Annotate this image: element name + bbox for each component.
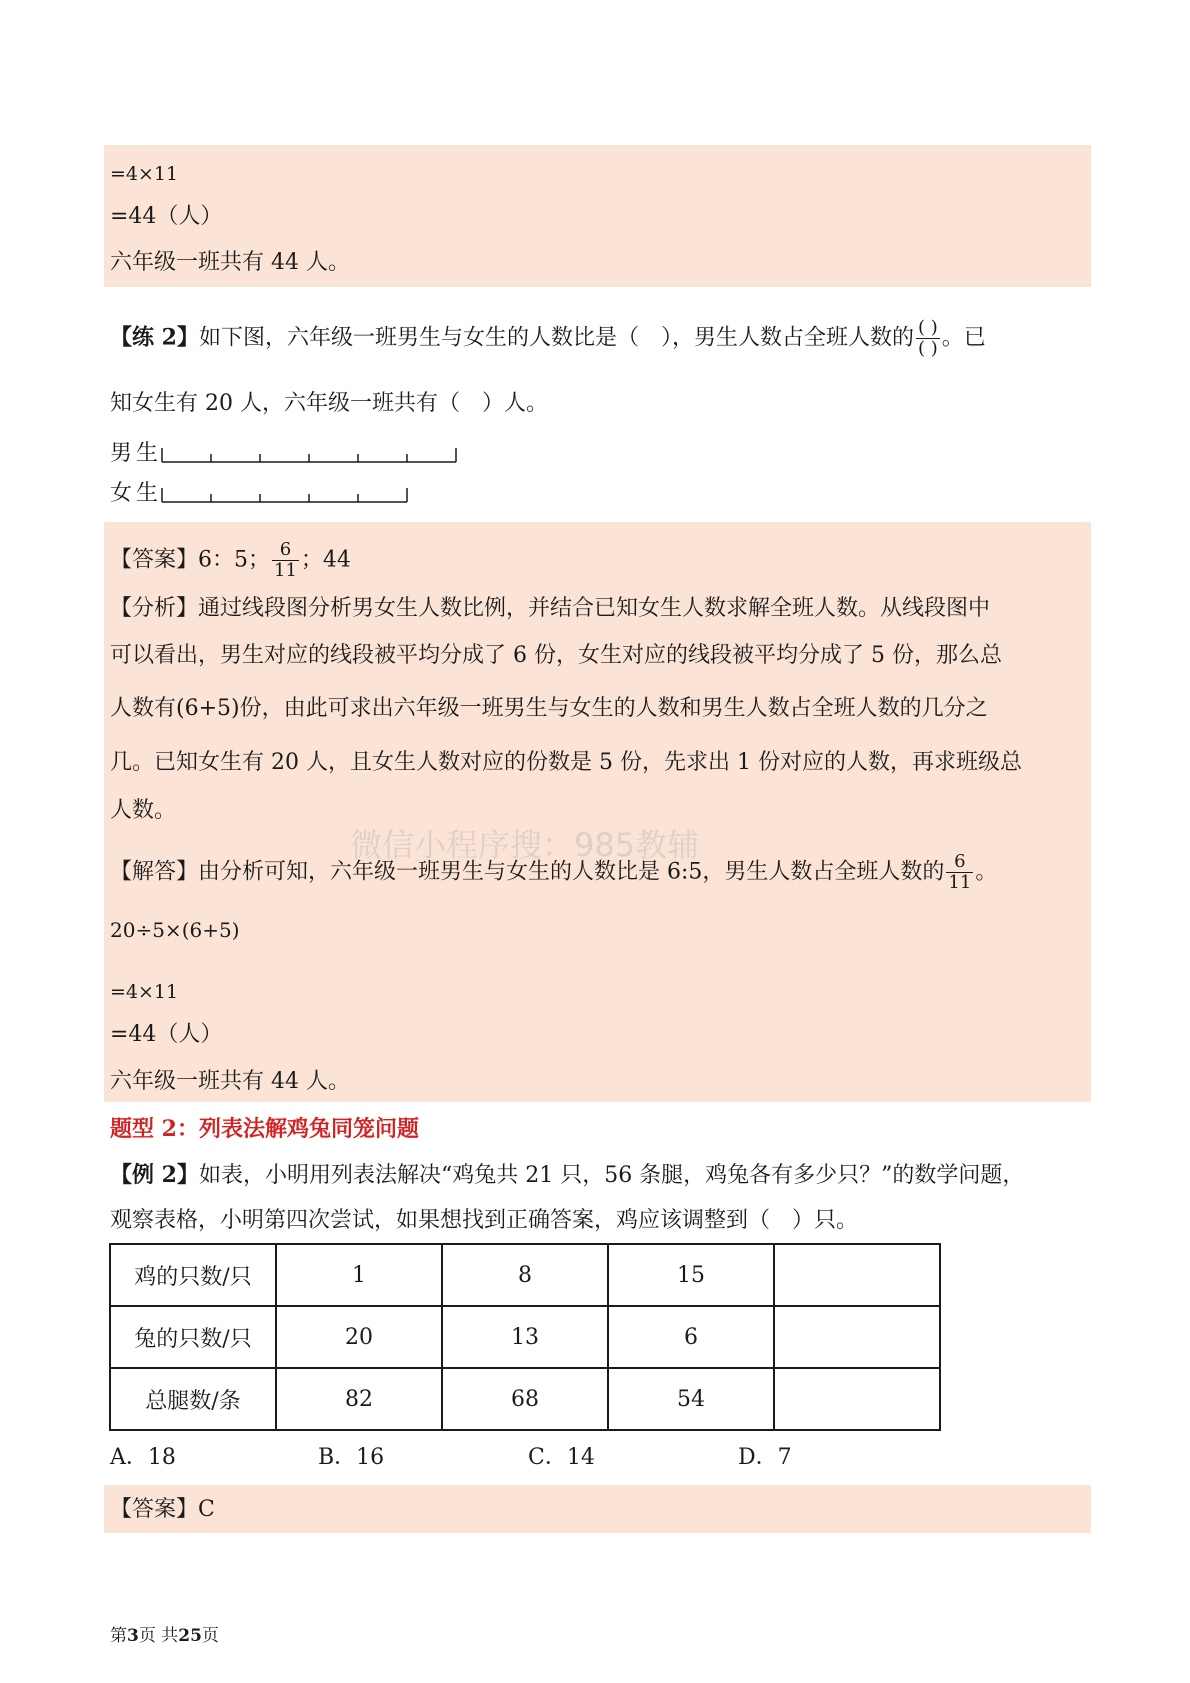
option-a: A．18 (110, 1445, 176, 1470)
table-cell: 6 (608, 1306, 774, 1368)
watermark: 微信小程序搜：985教辅 (350, 826, 700, 864)
trial-table (109, 1243, 941, 1431)
table-cell (774, 1306, 940, 1368)
example-2-tag: 【例 2】 (110, 1162, 199, 1188)
table-cell: 1 (276, 1244, 442, 1306)
boy-segment (162, 448, 456, 462)
answer-fraction: $\frac{6}{11}$ (274, 539, 297, 581)
table-row (110, 1306, 940, 1368)
conclusion-line: 六年级一班共有 44 人。 (110, 1069, 350, 1094)
section-title: 题型 2：列表法解鸡兔同笼问题 (110, 1116, 419, 1142)
calc-line: =4×11 (110, 163, 179, 185)
segment-diagram (160, 440, 470, 510)
girl-label: 女生 (110, 481, 163, 506)
answer-2-box (104, 1485, 1091, 1533)
practice-2-line-1: 【练 2】如下图，六年级一班男生与女生的人数比是（ ），男生人数占全班人数的 $\frac{( )}{( )}$ 。已 (110, 317, 986, 359)
calc-line: =44（人） (110, 1022, 223, 1047)
table-row (110, 1244, 940, 1306)
page-footer: 第3页 共25页 (110, 1626, 219, 1646)
table-cell: 13 (442, 1306, 608, 1368)
girl-segment (162, 488, 407, 502)
calc-line: 20÷5×(6+5) (110, 918, 240, 942)
row-header-cell: 兔的只数/只 (110, 1306, 276, 1368)
answer-line: 【答案】6：5； $\frac{6}{11}$ ；44 (110, 539, 351, 581)
blank-fraction: $\frac{( )}{( )}$ (917, 317, 938, 359)
analysis-line-3: 人数有(6+5)份，由此可求出六年级一班男生与女生的人数和男生人数占全班人数的几分之 (110, 696, 988, 721)
answer-2-value: C (198, 1497, 215, 1522)
answer-2-tag: 【答案】 (110, 1497, 199, 1522)
solution-fraction: $\frac{6}{11}$ (948, 851, 972, 893)
option-c: C．14 (528, 1445, 595, 1470)
analysis-line-2: 可以看出，男生对应的线段被平均分成了 6 份，女生对应的线段被平均分成了 5 份，那么总 (110, 643, 1002, 668)
table-cell (774, 1244, 940, 1306)
calc-line: =4×11 (110, 981, 179, 1003)
analysis-tag: 【分析】 (110, 596, 199, 621)
boy-label: 男生 (110, 441, 163, 466)
practice-2-line-2: 知女生有 20 人，六年级一班共有（ ）人。 (110, 391, 548, 416)
solution-line: 【解答】由分析可知，六年级一班男生与女生的人数比是 6:5，男生人数占全班人数的 $\frac{6}{11}$ 。 (110, 851, 998, 893)
table-cell: 54 (608, 1368, 774, 1430)
table-cell: 82 (276, 1368, 442, 1430)
practice-2-text: 如下图，六年级一班男生与女生的人数比是（ ），男生人数占全班人数的 (198, 325, 914, 351)
calc-line: =44（人） (110, 204, 223, 229)
option-b: B．16 (318, 1445, 385, 1470)
table-cell: 20 (276, 1306, 442, 1368)
practice-2-tag: 【练 2】 (110, 324, 199, 351)
answer-2-line (110, 1495, 215, 1525)
analysis-line-5: 人数。 (110, 798, 177, 823)
example-2-line-1: 【例 2】如表，小明用列表法解决“鸡兔共 21 只，56 条腿，鸡兔各有多少只？”的数学问题， (110, 1162, 1025, 1188)
table-cell: 68 (442, 1368, 608, 1430)
answer-tag: 【答案】 (110, 547, 199, 573)
table-cell: 15 (608, 1244, 774, 1306)
row-header-cell: 鸡的只数/只 (110, 1244, 276, 1306)
row-header-cell: 总腿数/条 (110, 1368, 276, 1430)
table-row (110, 1368, 940, 1430)
analysis-line-4: 几。已知女生有 20 人，且女生人数对应的份数是 5 份，先求出 1 份对应的人数，再求班级总 (110, 750, 1022, 775)
table-cell (774, 1368, 940, 1430)
conclusion-line: 六年级一班共有 44 人。 (110, 250, 350, 275)
option-d: D．7 (738, 1445, 792, 1470)
solution-tag: 【解答】 (110, 859, 199, 885)
table-cell: 8 (442, 1244, 608, 1306)
analysis-line-1: 【分析】通过线段图分析男女生人数比例，并结合已知女生人数求解全班人数。从线段图中 (110, 596, 991, 621)
example-2-line-2: 观察表格，小明第四次尝试，如果想找到正确答案，鸡应该调整到（ ）只。 (110, 1208, 859, 1233)
